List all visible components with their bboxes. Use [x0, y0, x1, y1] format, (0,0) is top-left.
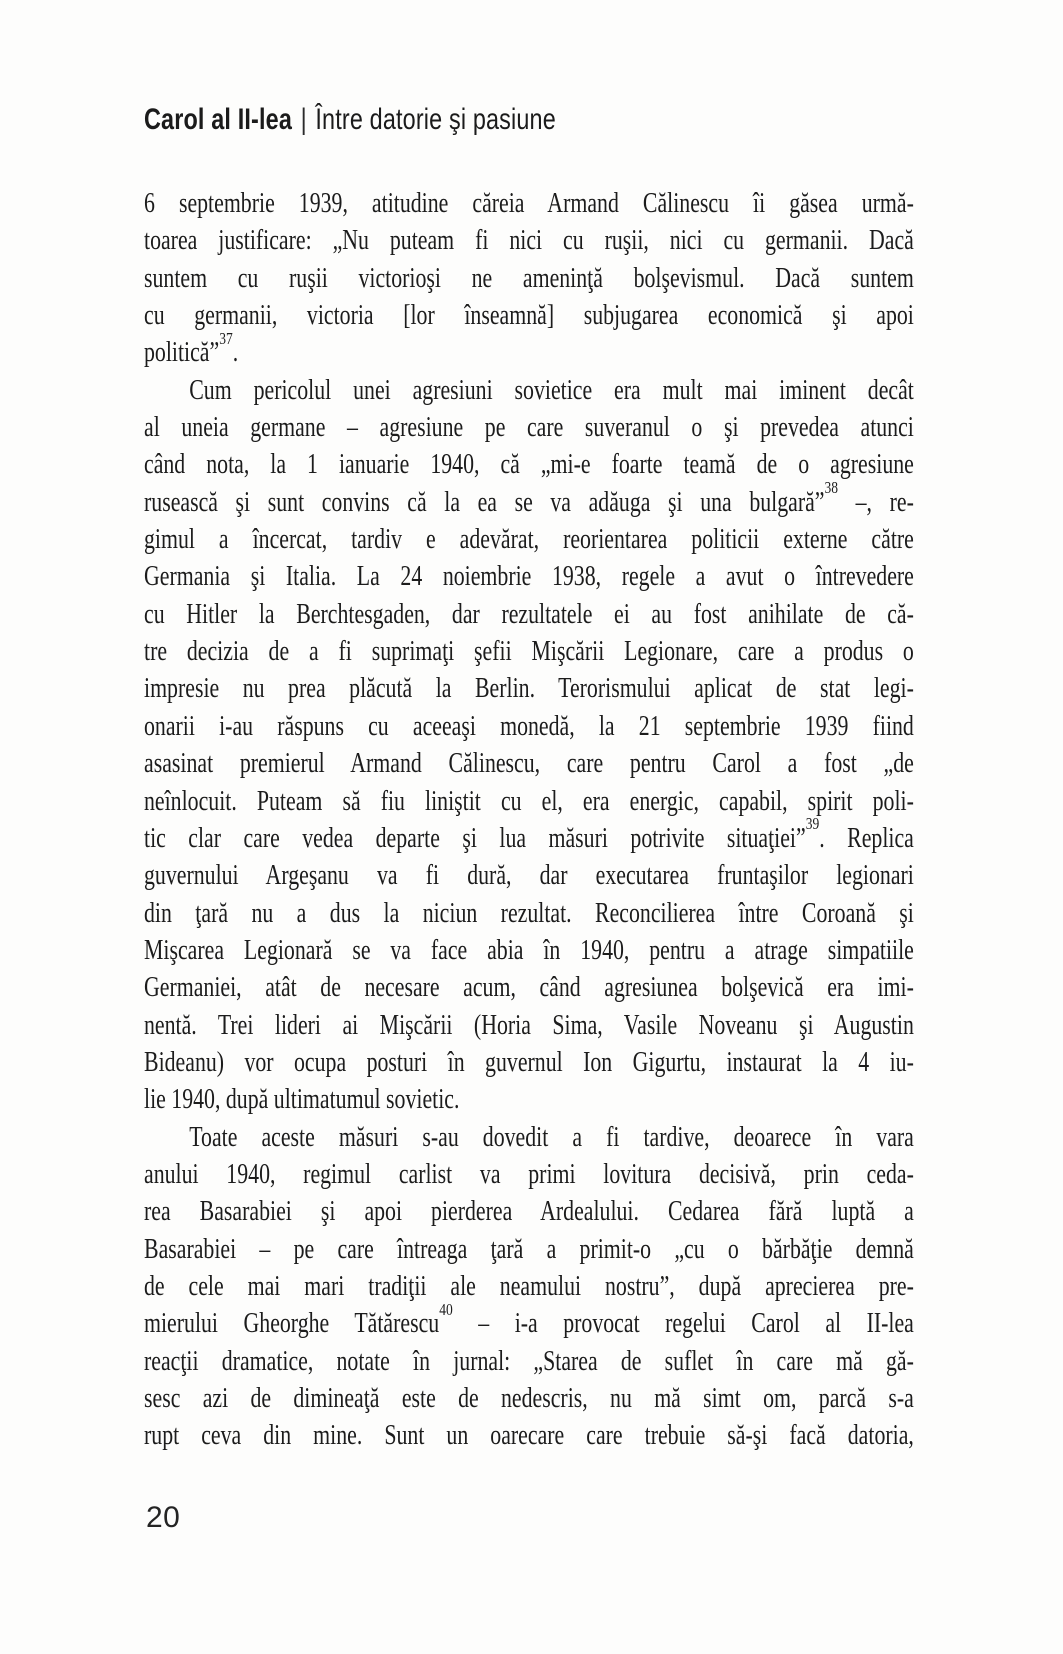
paragraph: [144, 185, 914, 372]
text-line: lie 1940, după ultimatumul sovietic.: [144, 1084, 460, 1116]
text-line: Mişcarea Legionară se va face abia în 1940, pentru a atrage simpatiile: [144, 934, 914, 966]
text-line: reacţii dramatice, notate în jurnal: „Starea de suflet în care mă gă-: [144, 1345, 914, 1377]
text-line: cu Hitler la Berchtesgaden, dar rezultatele ei au fost anihilate de că-: [144, 598, 914, 630]
text-line: când nota, la 1 ianuarie 1940, că „mi-e foarte teamă de o agresiune: [144, 449, 914, 481]
text-line: din ţară nu a dus la niciun rezultat. Reconcilierea între Coroană şi: [144, 897, 914, 929]
page-body: [144, 185, 914, 1455]
text-line: impresie nu prea plăcută la Berlin. Terorismului aplicat de stat legi-: [144, 673, 914, 705]
running-header-chapter-title: Între datorie şi pasiune: [315, 103, 556, 136]
text-line: neînlocuit. Puteam să fiu liniştit cu el, era energic, capabil, spirit poli-: [144, 785, 914, 817]
text-line: rusească şi sunt convins că la ea se va adăuga şi una bulgară”$^{38}$ –, re-: [144, 478, 914, 518]
text-line: onarii i-au răspuns cu aceeaşi monedă, la 21 septembrie 1939 fiind: [144, 710, 914, 742]
paragraph: [144, 1119, 914, 1455]
text-line: de cele mai mari tradiţii ale neamului nostru”, după aprecierea pre-: [144, 1270, 914, 1302]
text-line: gimul a încercat, tardiv e adevărat, reorientarea politicii externe către: [144, 524, 914, 556]
running-header-book-title: Carol al II-lea: [144, 103, 293, 136]
text-line: sesc azi de dimineaţă este de nedescris, nu mă simt om, parcă s-a: [144, 1383, 914, 1414]
page-number: 20: [146, 1501, 181, 1534]
header-separator: |: [300, 103, 307, 136]
paragraph: [144, 372, 914, 1119]
text-line: Bideanu) vor ocupa posturi în guvernul Ion Gigurtu, instaurat la 4 iu-: [144, 1046, 914, 1078]
text-line: politică”$^{37}$.: [144, 328, 239, 369]
footnote-reference: 37: [219, 328, 233, 348]
text-line: al uneia germane – agresiune pe care suveranul o şi prevedea atunci: [144, 412, 914, 444]
text-line: suntem cu ruşii victorioşi ne ameninţă bolşevismul. Dacă suntem: [144, 262, 914, 294]
text-line: Cum pericolul unei agresiuni sovietice era mult mai iminent decât: [189, 374, 914, 406]
text-line: anului 1940, regimul carlist va primi lovitura decisivă, prin ceda-: [144, 1158, 914, 1190]
text-line: mierului Gheorghe Tătărescu$^{40}$ – i-a provocat regelui Carol al II-lea: [144, 1299, 914, 1340]
text-line: tic clar care vedea departe şi lua măsuri potrivite situaţiei”$^{39}$. Replica: [144, 814, 914, 854]
text-line: Germania şi Italia. La 24 noiembrie 1938, regele a avut o întrevedere: [144, 561, 914, 593]
text-line: Germaniei, atât de necesare acum, când agresiunea bolşevică era imi-: [144, 972, 914, 1004]
text-line: cu germanii, victoria [lor înseamnă] subjugarea economică şi apoi: [144, 300, 914, 332]
text-line: rupt ceva din mine. Sunt un oarecare care trebuie să-şi facă datoria,: [144, 1420, 914, 1452]
text-line: asasinat premierul Armand Călinescu, care pentru Carol a fost „de: [144, 748, 914, 780]
text-line: Toate aceste măsuri s-au dovedit a fi tardive, deoarece în vara: [189, 1121, 914, 1153]
text-line: Basarabiei – pe care întreaga ţară a primit-o „cu o bărbăţie demnă: [144, 1233, 914, 1265]
text-line: 6 septembrie 1939, atitudine căreia Armand Călinescu îi găsea urmă-: [144, 188, 914, 219]
footnote-reference: 38: [824, 478, 839, 498]
footnote-reference: 40: [439, 1299, 453, 1319]
text-line: nentă. Trei lideri ai Mişcării (Horia Sima, Vasile Noveanu şi Augustin: [144, 1009, 914, 1041]
footnote-reference: 39: [805, 814, 820, 834]
text-line: guvernului Argeşanu va fi dură, dar executarea fruntaşilor legionari: [144, 860, 914, 892]
running-header: [144, 103, 659, 137]
text-line: tre decizia de a fi suprimaţi şefii Mişcării Legionare, care a produs o: [144, 636, 914, 668]
text-line: rea Basarabiei şi apoi pierderea Ardealului. Cedarea fără luptă a: [144, 1196, 914, 1228]
text-line: toarea justificare: „Nu puteam fi nici cu ruşii, nici cu germanii. Dacă: [144, 225, 914, 257]
